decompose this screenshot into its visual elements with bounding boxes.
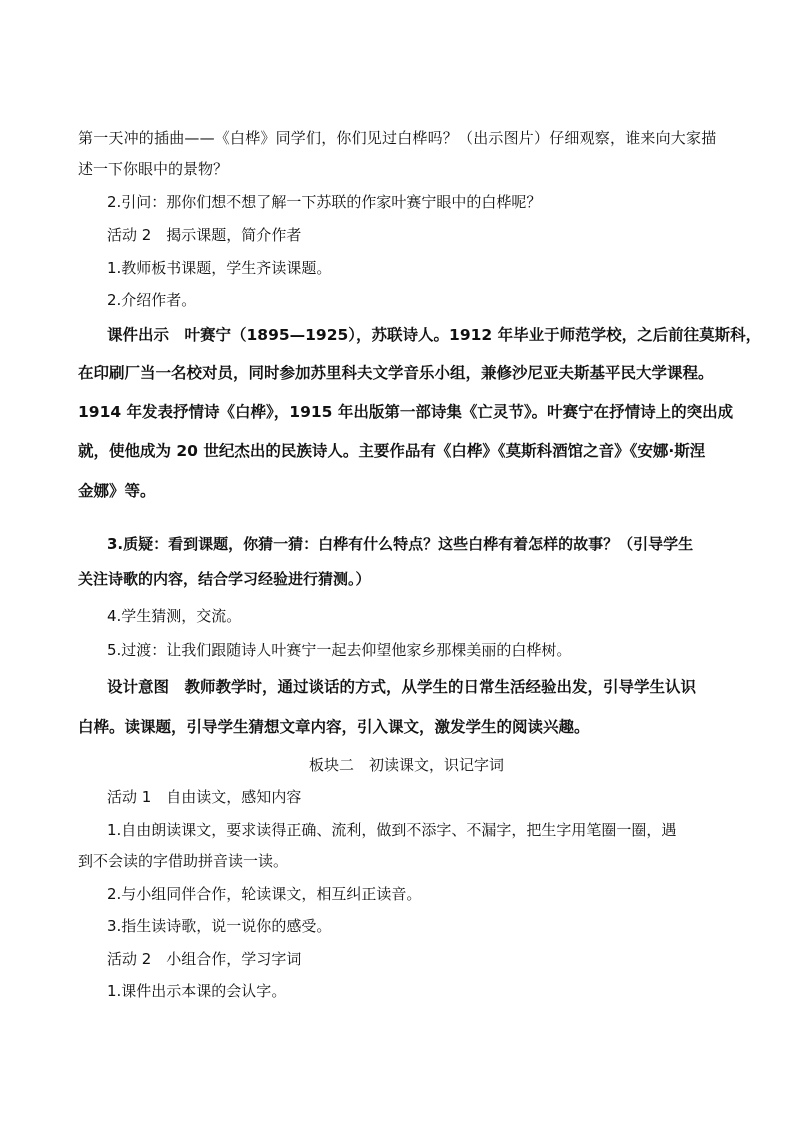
courseware-line-1: 课件出示 叶赛宁（1895—1925），苏联诗人。1912 年毕业于师范学校，之后前往莫斯科， bbox=[107, 326, 762, 344]
courseware-line-5: 金娜》等。 bbox=[78, 482, 156, 500]
step-2-question: 2.引问：那你们想不想了解一下苏联的作家叶赛宁眼中的白桦呢？ bbox=[107, 193, 542, 211]
step-1-board: 1.教师板书课题，学生齐读课题。 bbox=[107, 259, 332, 277]
step-2-group-read: 2.与小组同伴合作，轮读课文，相互纠正读音。 bbox=[107, 885, 422, 903]
step-2-author: 2.介绍作者。 bbox=[107, 291, 197, 309]
activity-1-heading: 活动 1 自由读文，感知内容 bbox=[107, 788, 302, 806]
intro-line-1: 第一天冲的插曲——《白桦》同学们，你们见过白桦吗？（出示图片）仔细观察，谁来向大家描 bbox=[78, 129, 717, 147]
activity-2-heading: 活动 2 揭示课题，简介作者 bbox=[107, 226, 302, 244]
section-2-heading: 板块二 初读课文，识记字词 bbox=[309, 756, 505, 774]
step-3-feelings: 3.指生读诗歌，说一说你的感受。 bbox=[107, 917, 332, 935]
courseware-line-2: 在印刷厂当一名校对员，同时参加苏里科夫文学音乐小组，兼修沙尼亚夫斯基平民大学课程。 bbox=[78, 364, 714, 382]
step-5-transition: 5.过渡：让我们跟随诗人叶赛宁一起去仰望他家乡那棵美丽的白桦树。 bbox=[107, 641, 572, 659]
courseware-line-4: 就，使他成为 20 世纪杰出的民族诗人。主要作品有《白桦》《莫斯科酒馆之音》《安娜·斯涅 bbox=[78, 442, 706, 460]
step-1-courseware-chars: 1.课件出示本课的会认字。 bbox=[107, 982, 287, 1000]
step-4-guess: 4.学生猜测，交流。 bbox=[107, 607, 242, 625]
step-3-question-2: 关注诗歌的内容，结合学习经验进行猜测。） bbox=[78, 570, 371, 588]
activity-2-heading-2: 活动 2 小组合作，学习字词 bbox=[107, 950, 302, 968]
step-1-read-2: 到不会读的字借助拼音读一读。 bbox=[78, 852, 289, 870]
courseware-line-3: 1914 年发表抒情诗《白桦》，1915 年出版第一部诗集《亡灵节》。叶赛宁在抒情诗上的突出成 bbox=[78, 403, 734, 421]
step-3-question-1: 3.质疑：看到课题，你猜一猜：白桦有什么特点？这些白桦有着怎样的故事？（引导学生 bbox=[107, 535, 694, 553]
step-1-read-1: 1.自由朗读课文，要求读得正确、流利，做到不添字、不漏字，把生字用笔圈一圈，遇 bbox=[107, 821, 677, 839]
design-intent-line-2: 白桦。读课题，引导学生猜想文章内容，引入课文，激发学生的阅读兴趣。 bbox=[78, 718, 590, 736]
intro-line-2: 述一下你眼中的景物？ bbox=[78, 160, 229, 178]
design-intent-line-1: 设计意图 教师教学时，通过谈话的方式，从学生的日常生活经验出发，引导学生认识 bbox=[107, 678, 697, 696]
